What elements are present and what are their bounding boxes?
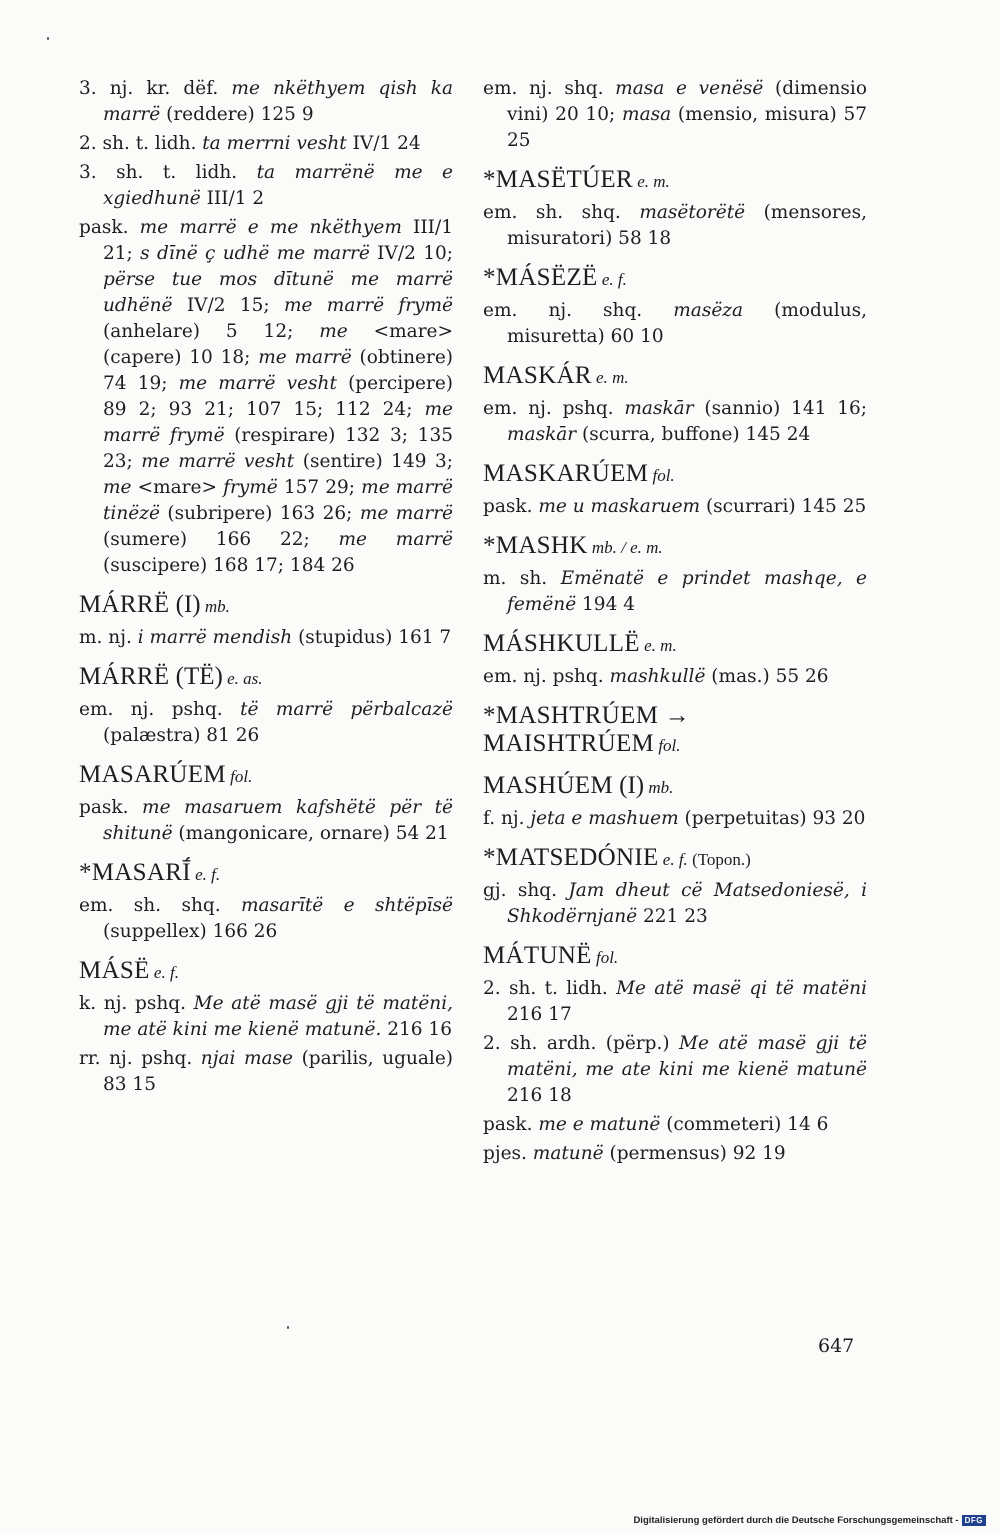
sense-line: em. sh. shq. masarītë e shtëpīsë (suppellex) 166 26 xyxy=(79,895,453,942)
headword-text: MASARÚEM xyxy=(79,761,226,788)
right-column xyxy=(483,76,867,1170)
headword-qualifier: (I) xyxy=(169,591,201,618)
headword-text: MÁRRË xyxy=(79,663,170,690)
headword xyxy=(79,663,453,693)
grammatical-category: mb. / e. m. xyxy=(587,538,663,557)
sense-line: em. nj. shq. masëza (modulus, misuretta) 60 10 xyxy=(483,300,867,347)
scan-speck xyxy=(47,37,49,40)
sense-line: pjes. matunë (permensus) 92 19 xyxy=(483,1143,786,1164)
headword xyxy=(483,362,867,392)
headword xyxy=(483,264,867,294)
headword-text: MÁSHKULLË xyxy=(483,630,640,657)
sense-line: pask. me e matunë (commeteri) 14 6 xyxy=(483,1114,829,1135)
grammatical-category: fol. xyxy=(225,767,253,786)
grammatical-category: e. m. xyxy=(632,172,670,191)
sense-line: m. sh. Emënatë e prindet mashqe, e femënë 194 4 xyxy=(483,568,867,615)
sense-line: em. nj. pshq. të marrë përbalcazë (palæstra) 81 26 xyxy=(79,699,453,746)
headword-text: MASKARÚEM xyxy=(483,460,649,487)
sense-line: gj. shq. Jam dheut cë Matsedoniesë, i Shkodërnjanë 221 23 xyxy=(483,880,867,927)
headword-text: MASHÚEM xyxy=(483,772,613,799)
digitization-footer xyxy=(633,1509,986,1531)
grammatical-category: fol. xyxy=(591,948,619,967)
sense-line: em. nj. shq. masa e venësë (dimensio vini) 20 10; masa (mensio, misura) 57 25 xyxy=(483,78,867,151)
headword xyxy=(483,532,867,562)
dfg-logo: DFG xyxy=(962,1515,986,1526)
sense-line: rr. nj. pshq. njai mase (parilis, uguale) 83 15 xyxy=(79,1048,454,1095)
headword-text: *MASARĪ́ xyxy=(79,859,191,886)
sense-line: pask. me u maskaruem (scurrari) 145 25 xyxy=(483,496,867,517)
headword-text: MASKÁR xyxy=(483,362,592,389)
headword xyxy=(483,772,867,802)
headword xyxy=(483,166,867,196)
grammatical-category: mb. xyxy=(644,778,674,797)
headword xyxy=(79,591,453,621)
headword xyxy=(483,702,867,760)
grammatical-category: e. f. xyxy=(597,270,627,289)
headword-qualifier: (TË) xyxy=(169,663,223,690)
sense-line: em. sh. shq. masëtorëtë (mensores, misuratori) 58 18 xyxy=(483,202,868,249)
grammatical-category: e. f. xyxy=(149,963,179,982)
sense-line: 2. sh. t. lidh. ta merrni vesht IV/1 24 xyxy=(79,133,421,154)
sense-line: em. nj. pshq. maskār (sannio) 141 16; maskār (scurra, buffone) 145 24 xyxy=(483,398,867,445)
headword-text: *MASËTÚER xyxy=(483,166,633,193)
sense-line: k. nj. pshq. Me atë masë gji të matëni, me atë kini me kienë matunë. 216 16 xyxy=(79,993,453,1040)
grammatical-category: e. m. xyxy=(639,636,677,655)
headword-text: MÁRRË xyxy=(79,591,170,618)
sense-line: em. nj. pshq. mashkullë (mas.) 55 26 xyxy=(483,666,829,687)
sense-line: f. nj. jeta e mashuem (perpetuitas) 93 20 xyxy=(483,808,866,829)
grammatical-category: e. f. xyxy=(190,865,221,884)
headword xyxy=(79,761,453,791)
headword xyxy=(483,630,867,660)
grammatical-category: e. f. xyxy=(658,850,688,869)
sense-line: 2. sh. t. lidh. Me atë masë qi të matëni 216 17 xyxy=(483,978,868,1025)
sense-line: pask. me masaruem kafshëtë për të shitunë (mangonicare, ornare) 54 21 xyxy=(79,797,453,844)
scan-speck xyxy=(287,1326,289,1329)
sense-line: 3. nj. kr. dëf. me nkëthyem qish ka marrë (reddere) 125 9 xyxy=(79,78,454,125)
grammatical-category: fol. xyxy=(654,736,681,755)
headword xyxy=(79,859,453,889)
page-number: 647 xyxy=(818,1335,855,1357)
headword-text: *MASHTRÚEM → MAISHTRÚEM xyxy=(483,702,691,757)
headword-note: (Topon.) xyxy=(687,850,751,869)
headword-text: *MATSEDÓNIE xyxy=(483,844,659,871)
headword xyxy=(483,942,867,972)
headword-qualifier: (I) xyxy=(612,772,645,799)
sense-line: m. nj. i marrë mendish (stupidus) 161 7 xyxy=(79,627,452,648)
sense-line: 3. sh. t. lidh. ta marrënë me e xgiedhunë III/1 2 xyxy=(79,162,453,209)
grammatical-category: e. m. xyxy=(591,368,629,387)
headword-text: MÁSË xyxy=(79,957,150,984)
sense-line: pask. me marrë e me nkëthyem III/1 21; s dīnë ç udhë me marrë IV/2 10; përse tue mos dītunë me marrë udhënë IV/2 15; me marrë frymë (anhelare) 5 12; me <mare> (capere) 10 18; me marrë (obtinere) 74 19; me marrë vesht (percipere) 89 2; 93 21; 107 15; 112 24; me marrë frymë (respirare) 132 3; 135 23; me marrë vesht (sentire) 149 3; me <mare> frymë 157 29; me marrë tinëzë (subripere) 163 26; me marrë (sumere) 166 22; me marrë (suscipere) 168 17; 184 26 xyxy=(79,217,454,576)
grammatical-category: mb. xyxy=(200,597,230,616)
left-column xyxy=(79,76,453,1101)
headword-text: MÁTUNË xyxy=(483,942,592,969)
footer-text: Digitalisierung gefördert durch die Deutsche Forschungsgemeinschaft - xyxy=(633,1514,959,1526)
headword xyxy=(483,844,867,874)
headword xyxy=(483,460,867,490)
headword xyxy=(79,957,453,987)
headword-text: *MÁSËZË xyxy=(483,264,598,291)
grammatical-category: e. as. xyxy=(222,669,263,688)
sense-line: 2. sh. ardh. (përp.) Me atë masë gji të matëni, me ate kini me kienë matunë 216 18 xyxy=(483,1033,867,1106)
headword-text: *MASHK xyxy=(483,532,588,559)
grammatical-category: fol. xyxy=(648,466,675,485)
